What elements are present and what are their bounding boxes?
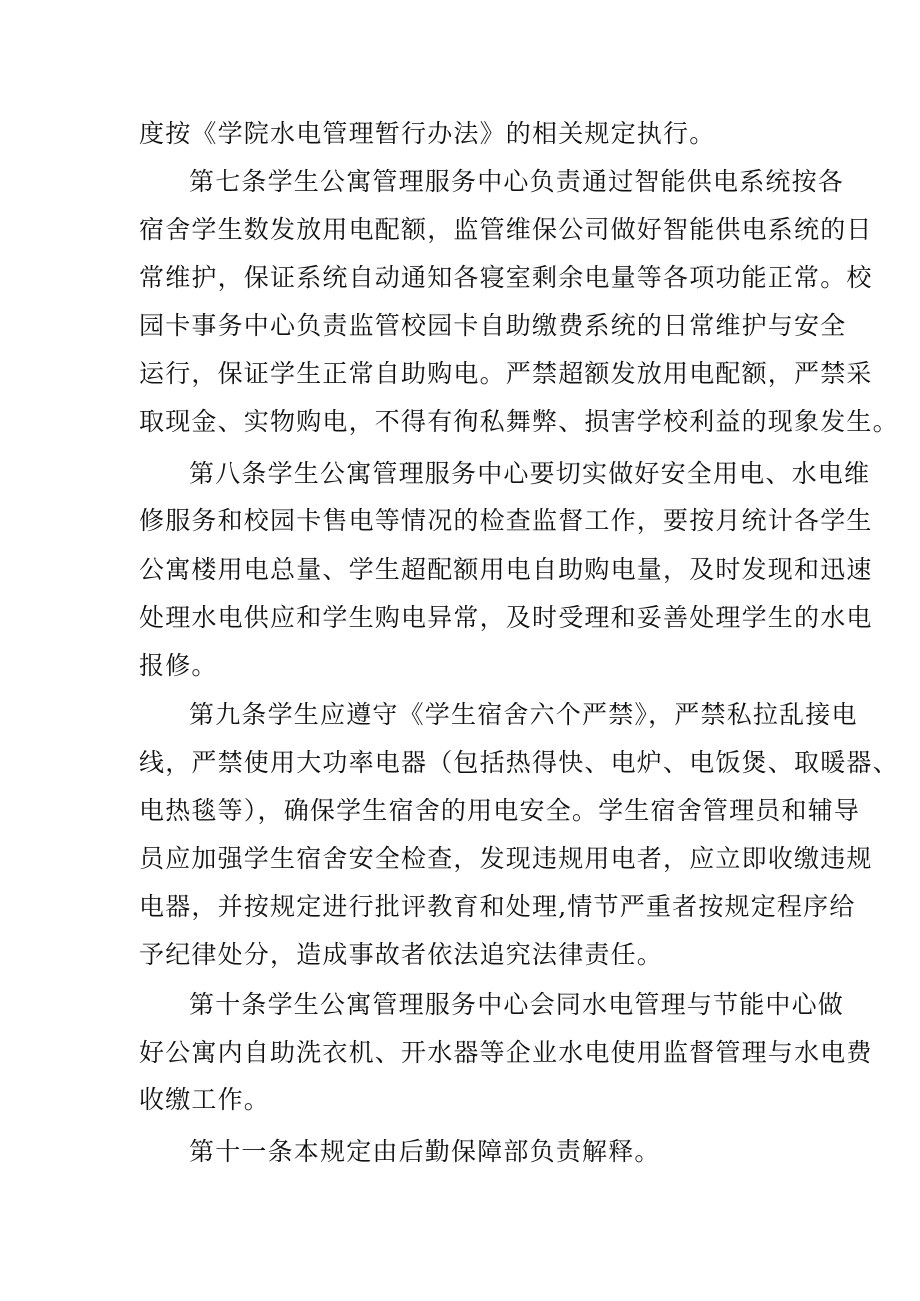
text-line (0, 254, 920, 302)
line-text: 收缴工作。 (139, 1085, 271, 1114)
text-line (0, 594, 920, 642)
line-text: 取现金、实物购电，不得有徇私舞弊、损害学校利益的现象发生。 (139, 407, 899, 436)
line-text: 第十条学生公寓管理服务中心会同水电管理与节能中心做 (189, 990, 845, 1019)
text-line (0, 1076, 920, 1124)
text-line (0, 1128, 920, 1176)
text-line (0, 302, 920, 350)
text-line (0, 158, 920, 206)
line-text: 线，严禁使用大功率电器（包括热得快、电炉、电饭煲、取暖器、 (139, 748, 899, 777)
line-text: 公寓楼用电总量、学生超配额用电自助购电量，及时发现和迅速 (139, 555, 873, 584)
text-line (0, 450, 920, 498)
line-text: 第十一条本规定由后勤保障部负责解释。 (189, 1137, 661, 1166)
text-line (0, 110, 920, 158)
line-text: 予纪律处分，造成事故者依法追究法律责任。 (139, 940, 664, 969)
text-line (0, 350, 920, 398)
line-text: 第九条学生应遵守《学生宿舍六个严禁》，严禁私拉乱接电 (189, 700, 858, 729)
text-line (0, 931, 920, 979)
text-line (0, 206, 920, 254)
text-line (0, 1029, 920, 1077)
line-text: 宿舍学生数发放用电配额，监管维保公司做好智能供电系统的日 (139, 215, 873, 244)
line-text: 常维护，保证系统自动通知各寝室剩余电量等各项功能正常。校 (139, 263, 873, 292)
line-text: 第八条学生公寓管理服务中心要切实做好安全用电、水电维 (189, 459, 871, 488)
line-text: 员应加强学生宿舍安全检查，发现违规用电者，应立即收缴违规 (139, 844, 873, 873)
line-text: 度按《学院水电管理暂行办法》的相关规定执行。 (139, 119, 716, 148)
text-line (0, 835, 920, 883)
line-text: 园卡事务中心负责监管校园卡自助缴费系统的日常维护与安全 (139, 311, 847, 340)
text-line (0, 497, 920, 545)
text-line (0, 883, 920, 931)
text-line (0, 739, 920, 787)
line-text: 处理水电供应和学生购电异常，及时受理和妥善处理学生的水电 (139, 603, 873, 632)
text-line (0, 642, 920, 690)
line-text: 电热毯等），确保学生宿舍的用电安全。学生宿舍管理员和辅导 (139, 796, 861, 825)
text-line (0, 981, 920, 1029)
line-text: 电器，并按规定进行批评教育和处理,情节严重者按规定程序给 (139, 892, 856, 921)
text-line (0, 787, 920, 835)
line-text: 好公寓内自助洗衣机、开水器等企业水电使用监督管理与水电费 (139, 1038, 873, 1067)
text-line (0, 691, 920, 739)
line-text: 运行，保证学生正常自助购电。严禁超额发放用电配额，严禁采 (139, 359, 873, 388)
text-line (0, 546, 920, 594)
line-text: 第七条学生公寓管理服务中心负责通过智能供电系统按各 (189, 167, 845, 196)
line-text: 修服务和校园卡售电等情况的检查监督工作，要按月统计各学生 (139, 506, 873, 535)
line-text: 报修。 (139, 651, 218, 680)
text-line (0, 398, 920, 446)
